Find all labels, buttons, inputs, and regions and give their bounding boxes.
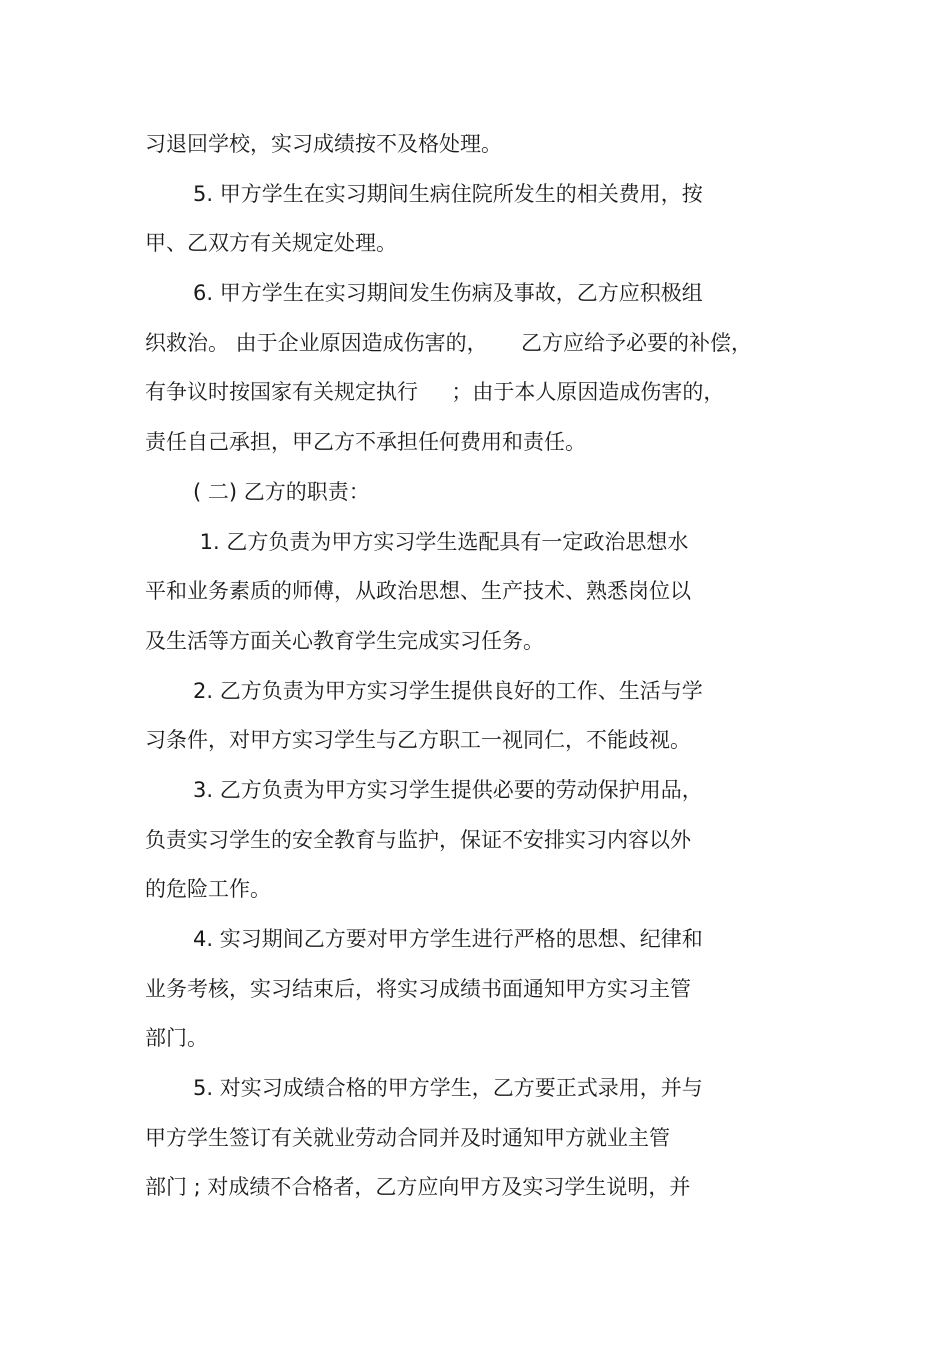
paragraph-line: 3. 乙方负责为甲方实习学生提供必要的劳动保护用品， <box>193 778 703 802</box>
paragraph-line: 部门 ; 对成绩不合格者，乙方应向甲方及实习学生说明，并 <box>145 1175 691 1199</box>
paragraph-line: 织救治。 由于企业原因造成伤害的， 乙方应给予必要的补偿， <box>145 331 753 355</box>
paragraph-line: 甲方学生签订有关就业劳动合同并及时通知甲方就业主管 <box>145 1126 670 1150</box>
paragraph-line: 习退回学校，实习成绩按不及格处理。 <box>145 132 502 156</box>
paragraph-line: 负责实习学生的安全教育与监护，保证不安排实习内容以外 <box>145 828 691 852</box>
paragraph-line: 有争议时按国家有关规定执行 ；由于本人原因造成伤害的， <box>145 380 725 404</box>
paragraph-line: 及生活等方面关心教育学生完成实习任务。 <box>145 629 544 653</box>
paragraph-line: 4. 实习期间乙方要对甲方学生进行严格的思想、纪律和 <box>193 927 703 951</box>
paragraph-line: 6. 甲方学生在实习期间发生伤病及事故，乙方应积极组 <box>193 281 703 305</box>
paragraph-line: 平和业务素质的师傅，从政治思想、生产技术、熟悉岗位以 <box>145 579 691 603</box>
paragraph-line: 甲、乙双方有关规定处理。 <box>145 231 397 255</box>
paragraph-line: 部门。 <box>145 1026 208 1050</box>
section-heading: ( 二) 乙方的职责： <box>193 480 370 504</box>
paragraph-line: 5. 对实习成绩合格的甲方学生，乙方要正式录用，并与 <box>193 1076 703 1100</box>
paragraph-line: 责任自己承担，甲乙方不承担任何费用和责任。 <box>145 430 586 454</box>
paragraph-line: 的危险工作。 <box>145 877 271 901</box>
paragraph-line: 5. 甲方学生在实习期间生病住院所发生的相关费用，按 <box>193 182 703 206</box>
paragraph-line: 习条件，对甲方实习学生与乙方职工一视同仁，不能歧视。 <box>145 728 691 752</box>
paragraph-line: 业务考核，实习结束后，将实习成绩书面通知甲方实习主管 <box>145 977 691 1001</box>
paragraph-line: 1. 乙方负责为甲方实习学生选配具有一定政治思想水 <box>193 530 689 554</box>
paragraph-line: 2. 乙方负责为甲方实习学生提供良好的工作、生活与学 <box>193 679 703 703</box>
